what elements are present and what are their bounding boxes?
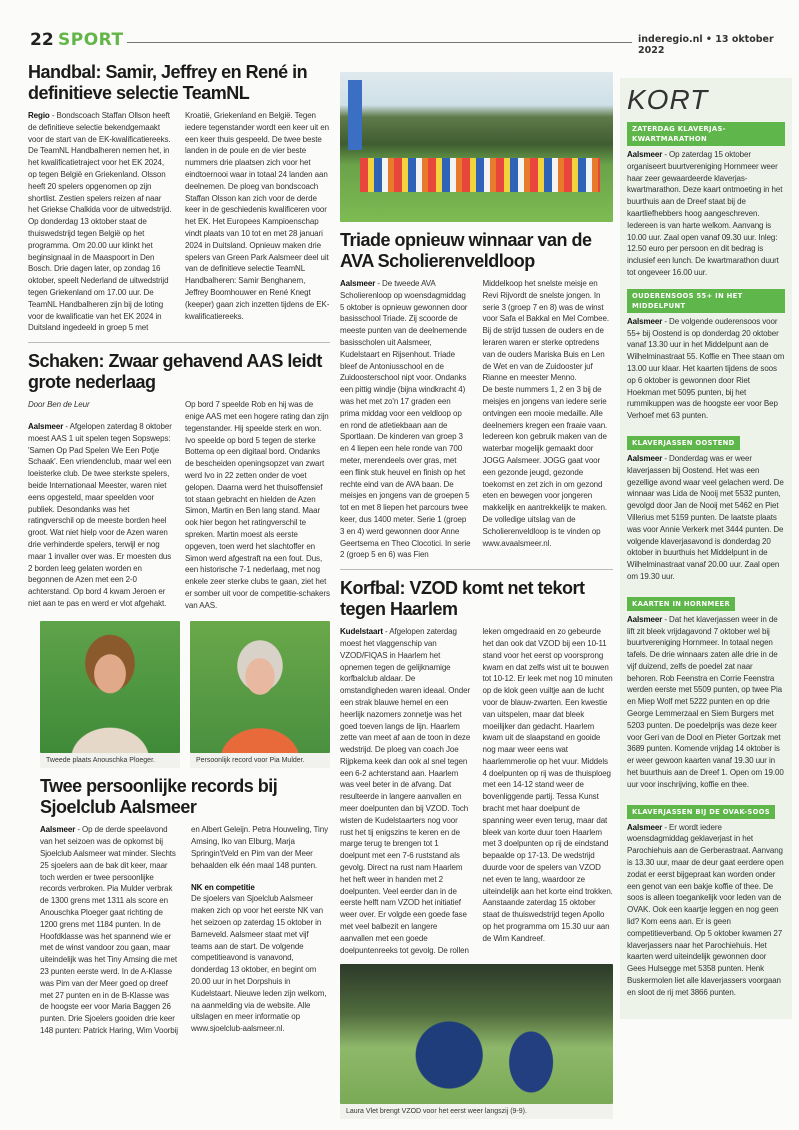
middle-column — [340, 72, 613, 1119]
article-triade — [340, 230, 613, 561]
dateline: Regio — [28, 111, 50, 120]
kort-item-label: ZATERDAG KLAVERJAS-KWARTMARATHON — [627, 122, 785, 146]
banner-flag — [348, 80, 362, 150]
article-title: Twee persoonlijke records bij Sjoelclub Aalsmeer — [40, 776, 278, 818]
article-text: - Bondscoach Staffan Ollson heeft de definitieve selectie bekendgemaakt voor de start van de EK-kwalificatiereeks. De TeamNL Handbalheren nemen het, in het kwalificatietraject voor het EK 2024, op tegen België en Griekenland. Olsson heeft 20 spelers opgenomen op zijn shortlist. Zestien spelers reizen af naar het Griekse Chalkida voor de uitwedstrijd. Op donderdag 13 oktober staat de thuiswedstrijd tegen België op het programma. Om 20.00 uur klinkt het beginsignaal in de Maaspoort in Den Bosch. Drie dagen later, op zondag 16 oktober, speelt Nederland de uitwedstrijd tegen Griekenland om 17.00 uur. De TeamNL Handbalheren zijn bij de loting voor de kwalificatie van het EK 2024 in Duitsland ingedeeld in groep 5 met Kroatië, Griekenland en België. Tegen iedere tegenstander wordt een keer uit en een keer thuis gespeeld. De twee beste landen in de poule en de vier beste nummers drie plaatsen zich voor het eindtoernooi waar in totaal 24 landen aan deelnemen. De ploeg van bondscoach Staffan Olsson kan zich voor de derde keer in de geschiedenis kwalificeren voor het EK. Het Europees Kampioenschap vindt plaats van 10 tot en met 28 januari 2024 in Duitsland. Opnieuw maken drie spelers van Green Park Aalsmeer deel uit van de definitieve selectie TeamNL Handbalheren: Samir Benghanem, Jeffrey Boomhouwer en René Knegt (keeper) gaan zich inzetten tijdens de EK-kwalificatiereeks. — [28, 111, 330, 333]
kort-item-label: KLAVERJASSEN BIJ DE OVAK-SOOS — [627, 805, 775, 819]
article-schaken — [28, 351, 330, 611]
kort-item — [627, 801, 785, 999]
left-column — [28, 62, 330, 1037]
kort-item — [627, 122, 785, 279]
article-body — [28, 110, 330, 334]
divider — [28, 342, 330, 343]
kort-item-text: - Er wordt iedere woensdagmiddag geklaverjast in het Parochiehuis aan de Gerberastraat. Aanvang is 13.30 uur, maar de deur gaat eerdere open zodat er eerst bijgepraat kan worden onder een genot van een bakje koffie of thee. De soos is alleen toegankelijk voor leden van de OVAK. Ook een kaartje leggen en nog geen lid? Kom eens aan. Er is geen competitieverband. Op 5 oktober kwamen 27 klaverjassers naar het Parochiehuis. Het kaarten werd uiteindelijk gewonnen door Gees Hulsegge met 5358 punten. Henk Buskermolen liet alle klaverjassers voorgaan en sloot de rij met 3866 punten. — [627, 822, 784, 997]
article-title: Korfbal: VZOD komt net tekort tegen Haarlem — [340, 578, 585, 620]
article-text: Aanstaande zaterdag 15 oktober staat de thuiswedstrijd tegen Apollo op het programma om 15.30 uur aan de Wim Kandreef. — [482, 898, 610, 943]
article-title: Handbal: Samir, Jeffrey en René in definitieve selectie TeamNL — [28, 62, 308, 103]
portrait-image — [40, 621, 180, 753]
dateline: Kudelstaart — [340, 627, 383, 637]
children-group — [360, 158, 600, 192]
dateline: Aalsmeer — [627, 614, 663, 624]
article-body — [340, 278, 613, 561]
article-text: De sjoelers van Sjoelclub Aalsmeer maken zich op voor het eerste NK van het seizoen op zaterdag 15 oktober in Barneveld. Aalsmeer staat met vijf teams aan de start. De volgende competitieavond is vanavond, donderdag 13 oktober, en begint om 20.00 uur in het Dorpshuis in Kudelstaart. Nieuwe leden zijn welkom, na aanmelding via de website. Alle uitslagen en meer informatie op www.sjoelclub-aalsmeer.nl. — [191, 894, 327, 1034]
kort-item — [627, 432, 785, 583]
article-sjoelclub — [28, 776, 330, 1036]
page-number: 22 — [30, 30, 54, 50]
dateline: Aalsmeer — [627, 150, 663, 159]
article-text: - De tweede AVA Scholierenloop op woensdagmiddag 5 oktober is opnieuw gewonnen door basisschool Triade. Zij scoorde de meeste punten van de deelnemende basisscholen uit Aalsmeer, Kudelstaart en Rijsenhout. Triade bleef de Antoniusschool en de Zuidoosterschool nipt voor. Ondanks een pittig windje (bijna windkracht 4) was het met zo'n 17 graden een prima middag voor een veldloop op en rond de atletiekbaan aan de Sportlaan. De kinderen van groep 3 en 4 liepen een hele ronde van 700 meter, merendeels over gras, met een flink stuk heuvel en finish op het rechte eind van de AVA baan. De meisjes en jongens van de groepen 5 tot en met 8 liepen het parcours twee keer, dus 1400 meter. Serie 1 (groep 3 en 4) werd gewonnen door Anne Geertsema en Theo Clocotici. In serie 2 (groep 5 en 6) was Fien Middelkoop het snelste meisje en Revi Rijvordt de snelste jongen. In serie 3 (groep 7 en 8) was de winst voor Safa el Bakkal en Mel Combee. Bij de strijd tussen de ouders en de leraren waren er sterke optredens van de ouders Mariska Buis en Len de Wet en van de Zuidooster juf Rianne en meester Menno. — [340, 279, 609, 560]
article-text: - Afgelopen zaterdag moest het vlaggenschip van VZOD/FIQAS in Haarlem het opnemen tegen de gelijknamige korfbalclub aldaar. De omstandigheden waren ideaal. Onder een strak blauwe hemel en een heerlijk nazomers zonnetje was het goed toeven langs de lijn. Haarlem zette van meet af aan de toon in deze wedstrijd. De ploeg van coach Joe Rijpkema keek dan ook al snel tegen een 6-2 achterstand aan. Haarlem was veel beter in de afvang. Dat resulteerde in langere aanvallen en meer doelpunten dan bij VZOD. Toch wisten de Kudelstaarters nog voor rust het tij enigszins te keren en de marge terug te brengen tot 1 doelpunt met een 7-6 ruststand als gevolg. Direct na rust nam Haarlem het heft weer in handen met 2 doelpunten. Veel eerder dan in de eerste helft nam VZOD het initiatief weer over. Er volgde een goede fase met veel balbezit en langere aanvallen met een goede doelpuntenreeks tot gevolg. De rollen leken omgedraaid en zo gebeurde het dan ook dat VZOD bij een 10-11 stand voor het eerst op voorsprong kwam en dat zelfs wist uit te bouwen tot 10-12. Er leek met nog 10 minuten op de klok geen vuiltje aan de lucht voor de blauw-zwarten. Een kwestie van uitspelen, maar dat bleek moeilijker dan gedacht. Haarlem kwam uit de slaapstand en gooide nog maar weer eens wat haarlemmerolie op het vuur. Middels 4 doelpunten op rij was de thuisploeg met een 14-12 stand weer de bovenliggende partij. Tessa Kunst bracht met haar doelpunt de spanning weer even terug, maar dat bleek van korte duur toen Haarlem met 3 doelpunten op rij de eindstand bepaalde op 17-13. De wedstrijd duurde voor de spelers van VZOD net even te lang, waardoor ze uiteindelijk aan het korte eind trokken. — [340, 627, 613, 955]
kort-column — [620, 78, 792, 1019]
divider — [340, 569, 613, 570]
kort-item-label: KLAVERJASSEN OOSTEND — [627, 436, 740, 450]
kort-item-label: OUDERENSOOS 55+ IN HET MIDDELPUNT — [627, 289, 785, 313]
site-and-date: inderegio.nl • 13 oktober 2022 — [638, 34, 774, 56]
kort-item-label: KAARTEN IN HORNMEER — [627, 597, 735, 611]
photo-veldloop — [340, 72, 613, 222]
dateline: Aalsmeer — [340, 279, 376, 288]
photo-anouschka — [40, 621, 180, 768]
article-title: Triade opnieuw winnaar van de AVA Scholierenveldloop — [340, 230, 592, 271]
photo-caption: Tweede plaats Anouschka Ploeger. — [40, 753, 180, 768]
sjoel-photos — [40, 621, 330, 768]
photo-korfbal — [340, 964, 613, 1119]
dateline: Aalsmeer — [28, 421, 64, 431]
kort-items — [627, 122, 785, 999]
article-text: De beste nummers 1, 2 en 3 bij de meisjes en jongens van iedere serie ontvingen een mooie medaille. Alle deelnemers kregen een fraaie vaan. Iedereen kon gebruik maken van de waterbar mogelijk gemaakt door JOGG Aalsmeer. JOGG gaat voor een gezonde jeugd, gezonde toekomst en zet zich in om gezond eten en bewegen voor jongeren makkelijk en aantrekkelijk te maken. De volledige uitslag van de Scholierenveldloop is te vinden op www.avaalsmeer.nl. — [482, 385, 608, 548]
match-image — [340, 964, 613, 1104]
article-body — [28, 399, 330, 611]
byline: Door Ben de Leur — [28, 400, 90, 410]
dateline: Aalsmeer — [40, 825, 76, 835]
section-title: SPORT — [58, 30, 124, 50]
kort-item-text: - Donderdag was er weer klaverjassen bij Oostend. Het was een gezellige avond waar veel gelachen werd. De winnaar was Lida de Nooij met 5532 punten, gevolgd door Jan de Nooij met 5462 en Piet Villerius met 5159 punten. De laatste plaats was voor Annie Verkerk met 3444 punten. De volgende klaverjasavond is donderdag 20 oktober in buurthuis het Middelpunt in de Wilhelminastraat vanaf 20.00 uur. Zaal open om 19.30 uur. — [627, 453, 784, 581]
dateline: Aalsmeer — [627, 453, 663, 463]
article-title: Schaken: Zwaar gehavend AAS leidt grote nederlaag — [28, 351, 322, 393]
header-rule — [127, 42, 632, 43]
photo-caption: Laura Vlet brengt VZOD voor het eerst weer langszij (9-9). — [340, 1104, 613, 1119]
article-text: - Op de derde speelavond van het seizoen was de opkomst bij Sjoelclub Aalsmeer wat minder. Slechts 25 sjoelers aan de bak dit keer, maar toch werden er twee persoonlijke records verbroken. Pia Mulder verbrak de 1300 grens met 1311 als score en Anouschka Ploeger gaat richting de 1200 grens met 1184 punten. In de Hoofdklasse was het spannend wie er met de winst vandoor zou gaan, maar uiteindelijk was het Tiny Amsing die met 23 punten eerste werd. In de A-Klasse was Pim van der Meer goed op dreef met 27 punten en in de B-Klasse was de hoogste eer voor Maria Baggen 26 punten. Drie Sjoelers gooiden drie keer 148 punten: Patrick Haring, Wim Voorbij en Albert Geleijn. Petra Houweling, Tiny Amsing, Iko van Elburg, Marja Springin'tVeld en Pim van der Meer behaalden elk één maal 148 punten. — [40, 825, 328, 1036]
subheading: NK en competitie — [191, 882, 255, 892]
kort-item-text: - Dat het klaverjassen weer in de lift zit bleek vrijdagavond 7 oktober wel bij buurtvereniging Hornmeer. In totaal negen tafels. De drie winnaars zaten alle drie in de vijf duizend, zelfs de poedel zat naar behoren. Rob Feenstra en Corrie Feenstra werden eerste met 5509 punten, op twee Pia en Miep Wolf met 5222 punten en op drie George Lemmerzaal en Siem Burgers met 5203 punten. De poedelprijs was deze keer voor Geri van de Dool en Pieter Gortzak met 3689 punten. Komende vrijdag 14 oktober is er weer gewoon kaarten vanaf 19.30 uur in het buurthuis aan de Dreef 1. Open om 19.00 uur voor inschrijving, koffie en thee. — [627, 614, 784, 789]
photo-caption: Persoonlijk record voor Pia Mulder. — [190, 753, 330, 768]
article-body — [40, 824, 330, 1036]
article-handbal — [28, 62, 330, 334]
article-text: - Afgelopen zaterdag 8 oktober moest AAS 1 uit spelen tegen Sopsweps: 'Samen Op Pad Spelen We Een Potje Schaak'. Een vriendenclub, maar wel een loeisterke club. De twee sterkste spelers, beide Internationaal Meester, waren niet eens opgesteld, maar speelden voor publiek. Desondanks was het ratingverschil op de meeste borden heel groot. Wat niet hielp voor de Azen waren drie verhinderde spelers, terwijl er nog maar 1 invaller over was. Er moesten dus 2 borden leeg gelaten worden en begonnen de Azen met een 2-0 achterstand. Op bord 4 kwam Jeroen er niet aan te pas en werd er vlot afgehakt. Op bord 7 speelde Rob en hij was de enige AAS met een hogere rating dan zijn tegenstander. Hij speelde sterk en won. Ivo speelde op bord 5 tegen de sterke Bottema op een digitaal bord. Ondanks de bescheiden openingsopzet van zwart werd Ivo in 22 zetten onder de voet gelopen. Daarna werd het thuisoffensief tot staan gebracht en hielden de Azen Simon, Martin en Ben lang stand. Maar ook hier begon het ratingverschil te spreken. Martin moest als eerste opgeven, toen werd het slachtoffer en Simon werd afgestraft na een fout. Dus, een historische 7-1 nederlaag, met nog enkele zeer sterke clubs te gaan, ziet het er somber uit voor de competitie-schakers van AAS. — [28, 400, 330, 610]
article-korfbal — [340, 578, 613, 956]
dateline: Aalsmeer — [627, 316, 663, 326]
kort-title: KORT — [627, 84, 709, 115]
kort-item — [627, 593, 785, 791]
dateline: Aalsmeer — [627, 822, 663, 832]
portrait-image — [190, 621, 330, 753]
photo-pia — [190, 621, 330, 768]
article-body — [340, 626, 613, 956]
kort-item — [627, 289, 785, 422]
kort-item-text: - De volgende ouderensoos voor 55+ bij Oostend is op donderdag 20 oktober vanaf 13.30 uur in het Middelpunt aan de Wilhelminastraat 55. Koffie en Thee staan om 13.00 uur klaar. Het kaarten tijdens de soos op 6 oktober is gewonnen door Riet Hoekman met 5095 punten, bij het rummikuppen was de hoogste eer voor Bep Verhoef met 63 punten. — [627, 316, 785, 421]
kort-item-text: - Op zaterdag 15 oktober organiseert buurtvereniging Hornmeer weer haar zeer gewaardeerde klaverjas-kwartmarathon. Deze kaart ontmoeting in het buurthuis aan de Dreef staat bij de kaartliefhebbers hoog aangeschreven. Iedereen is van harte welkom. Aanvang is 10.00 uur. Zaal open vanaf 09.30 uur. Inleg: 12.50 euro per persoon en dit bedrag is inclusief een lunch. De kwartmarathon duurt tot ongeveer 16.00 uur. — [627, 150, 783, 277]
